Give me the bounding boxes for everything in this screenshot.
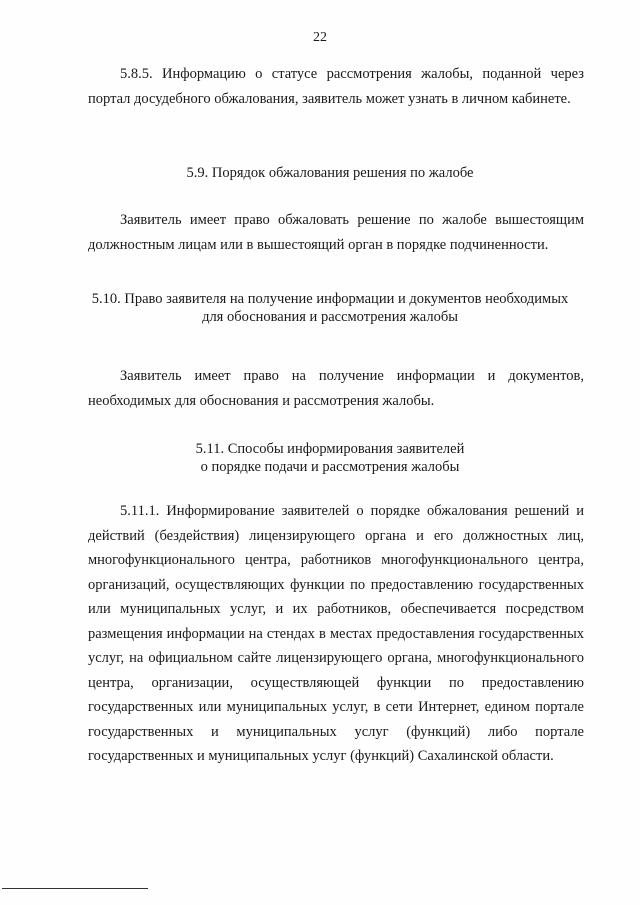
section-heading-5-10 (60, 290, 600, 326)
heading-line: 5.11. Способы информирования заявителей (195, 441, 465, 457)
paragraph-5-8-5: 5.8.5. Информацию о статусе рассмотрения жалобы, поданной через портал досудебного обжалования, заявитель может узнать в личном кабинете. (88, 66, 584, 107)
paragraph-5-10: Заявитель имеет право на получение информации и документов, необходимых для обоснования и рассмотрения жалобы. (88, 368, 584, 409)
heading-line: для обоснования и рассмотрения жалобы (202, 309, 458, 325)
paragraph-5-11-1: 5.11.1. Информирование заявителей о порядке обжалования решений и действий (бездействия) лицензирующего органа и его должностных лиц, многофункционального центра, работников многофункционального центра, организаций, осуществляющих функции по предоставлению государственных или муниципальных услуг, и их работников, обеспечивается посредством размещения информации на стендах в местах предоставления государственных услуг, на официальном сайте лицензирующего органа, многофункционального центра, организации, осуществляющей функции по предоставлению государственных или муниципальных услуг, в сети Интернет, едином портале государственных и муниципальных услуг (функций) либо портале государственных и муниципальных услуг (функций) Сахалинской области. (88, 503, 584, 764)
paragraph-5-9: Заявитель имеет право обжаловать решение по жалобе вышестоящим должностным лицам или в вышестоящий орган в порядке подчиненности. (88, 212, 584, 253)
section-heading-5-11 (60, 440, 600, 476)
page-number: 22 (313, 30, 327, 45)
section-heading-5-9: 5.9. Порядок обжалования решения по жалобе (186, 165, 474, 181)
heading-line: 5.10. Право заявителя на получение информации и документов необходимых (91, 291, 569, 307)
footnote-divider (2, 888, 148, 889)
heading-line: о порядке подачи и рассмотрения жалобы (200, 459, 460, 475)
